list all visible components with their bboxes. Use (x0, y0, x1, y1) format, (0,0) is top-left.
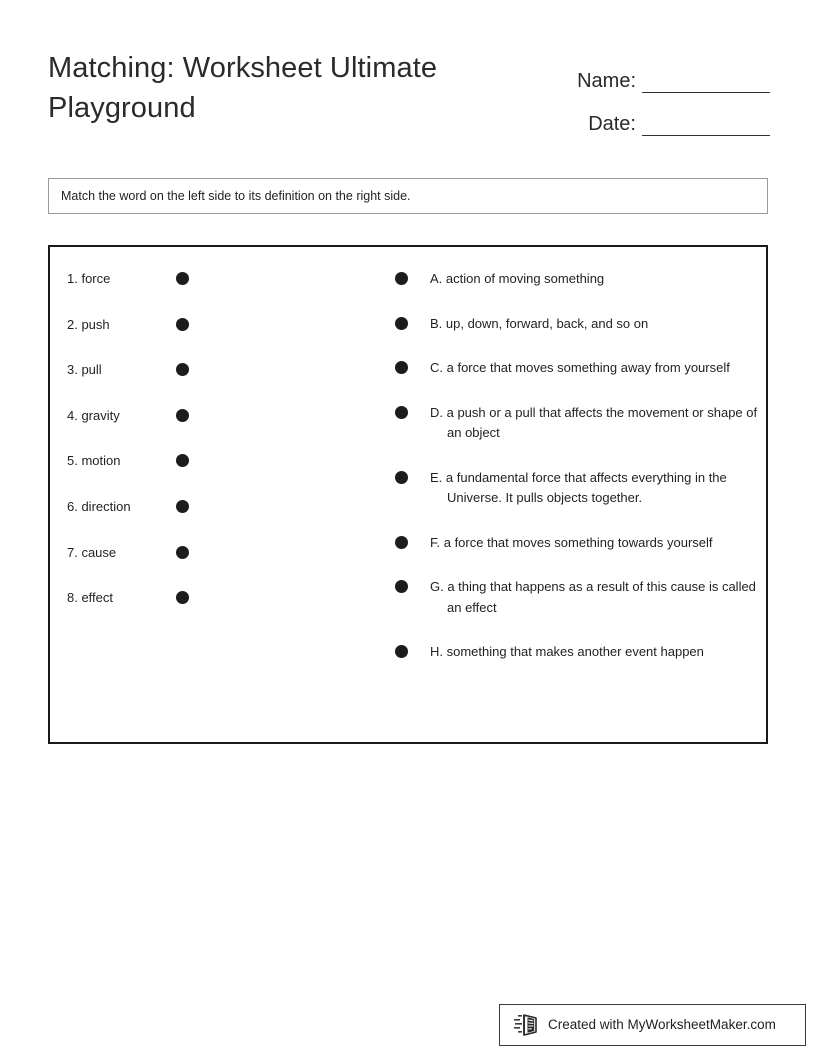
right-match-dot[interactable] (395, 536, 408, 549)
list-item[interactable] (390, 314, 760, 335)
list-item[interactable] (50, 269, 350, 315)
worksheet-maker-badge[interactable] (499, 1004, 806, 1046)
right-item-label: C. a force that moves something away from yourself (430, 360, 730, 375)
left-match-dot[interactable] (176, 318, 189, 331)
right-item-label: E. a fundamental force that affects everything in the Universe. It pulls objects together. (430, 469, 727, 505)
list-item[interactable] (390, 577, 760, 618)
left-item-label: 1. force (67, 271, 111, 286)
page-title: Matching: Worksheet Ultimate Playground (48, 52, 438, 124)
left-match-dot[interactable] (176, 546, 189, 559)
right-item-label: A. action of moving something (430, 271, 605, 286)
matching-exercise-box (48, 245, 768, 744)
left-match-dot[interactable] (176, 454, 189, 467)
right-match-dot[interactable] (395, 361, 408, 374)
left-match-dot[interactable] (176, 409, 189, 422)
left-match-dot[interactable] (176, 591, 189, 604)
date-field-row (540, 93, 770, 136)
right-match-dot[interactable] (395, 317, 408, 330)
name-input-line[interactable] (642, 70, 770, 93)
right-item-label: F. a force that moves something towards yourself (430, 534, 713, 550)
left-match-dot[interactable] (176, 363, 189, 376)
list-item[interactable] (50, 588, 350, 634)
list-item[interactable] (50, 360, 350, 406)
left-item-label: 7. cause (67, 544, 117, 560)
left-match-dot[interactable] (176, 500, 189, 513)
name-date-fields (540, 50, 770, 136)
matching-right-column (390, 269, 760, 687)
right-item-label: B. up, down, forward, back, and so on (430, 315, 649, 331)
list-item[interactable] (390, 642, 760, 663)
list-item[interactable] (390, 468, 760, 509)
right-item-label: G. a thing that happens as a result of this cause is called an effect (430, 579, 756, 615)
right-match-dot[interactable] (395, 272, 408, 285)
left-item-label: 4. gravity (67, 407, 120, 423)
right-match-dot[interactable] (395, 580, 408, 593)
worksheet-maker-logo-icon (514, 1013, 540, 1037)
instructions-box (48, 178, 768, 214)
list-item[interactable] (390, 403, 760, 444)
worksheet-header (0, 0, 816, 160)
instructions-text: Match the word on the left side to its definition on the right side. (61, 189, 411, 203)
right-match-dot[interactable] (395, 406, 408, 419)
badge-text: Created with MyWorksheetMaker.com (548, 1017, 776, 1032)
date-input-line[interactable] (642, 113, 770, 136)
matching-left-column (50, 269, 350, 634)
right-item-label: D. a push or a pull that affects the movement or shape of an object (430, 404, 758, 440)
right-item-label: H. something that makes another event happen (430, 644, 704, 659)
left-item-label: 6. direction (67, 498, 131, 514)
list-item[interactable] (50, 497, 350, 543)
list-item[interactable] (50, 543, 350, 589)
left-item-label: 8. effect (67, 590, 114, 606)
left-item-label: 5. motion (67, 453, 121, 469)
list-item[interactable] (390, 533, 760, 554)
list-item[interactable] (50, 315, 350, 361)
list-item[interactable] (390, 269, 760, 290)
list-item[interactable] (50, 406, 350, 452)
left-match-dot[interactable] (176, 272, 189, 285)
left-item-label: 3. pull (67, 362, 102, 378)
left-item-label: 2. push (67, 316, 110, 332)
name-label: Name: (577, 70, 636, 92)
list-item[interactable] (390, 358, 760, 379)
date-label: Date: (588, 113, 636, 135)
name-field-row (540, 50, 770, 93)
right-match-dot[interactable] (395, 645, 408, 658)
list-item[interactable] (50, 451, 350, 497)
right-match-dot[interactable] (395, 471, 408, 484)
